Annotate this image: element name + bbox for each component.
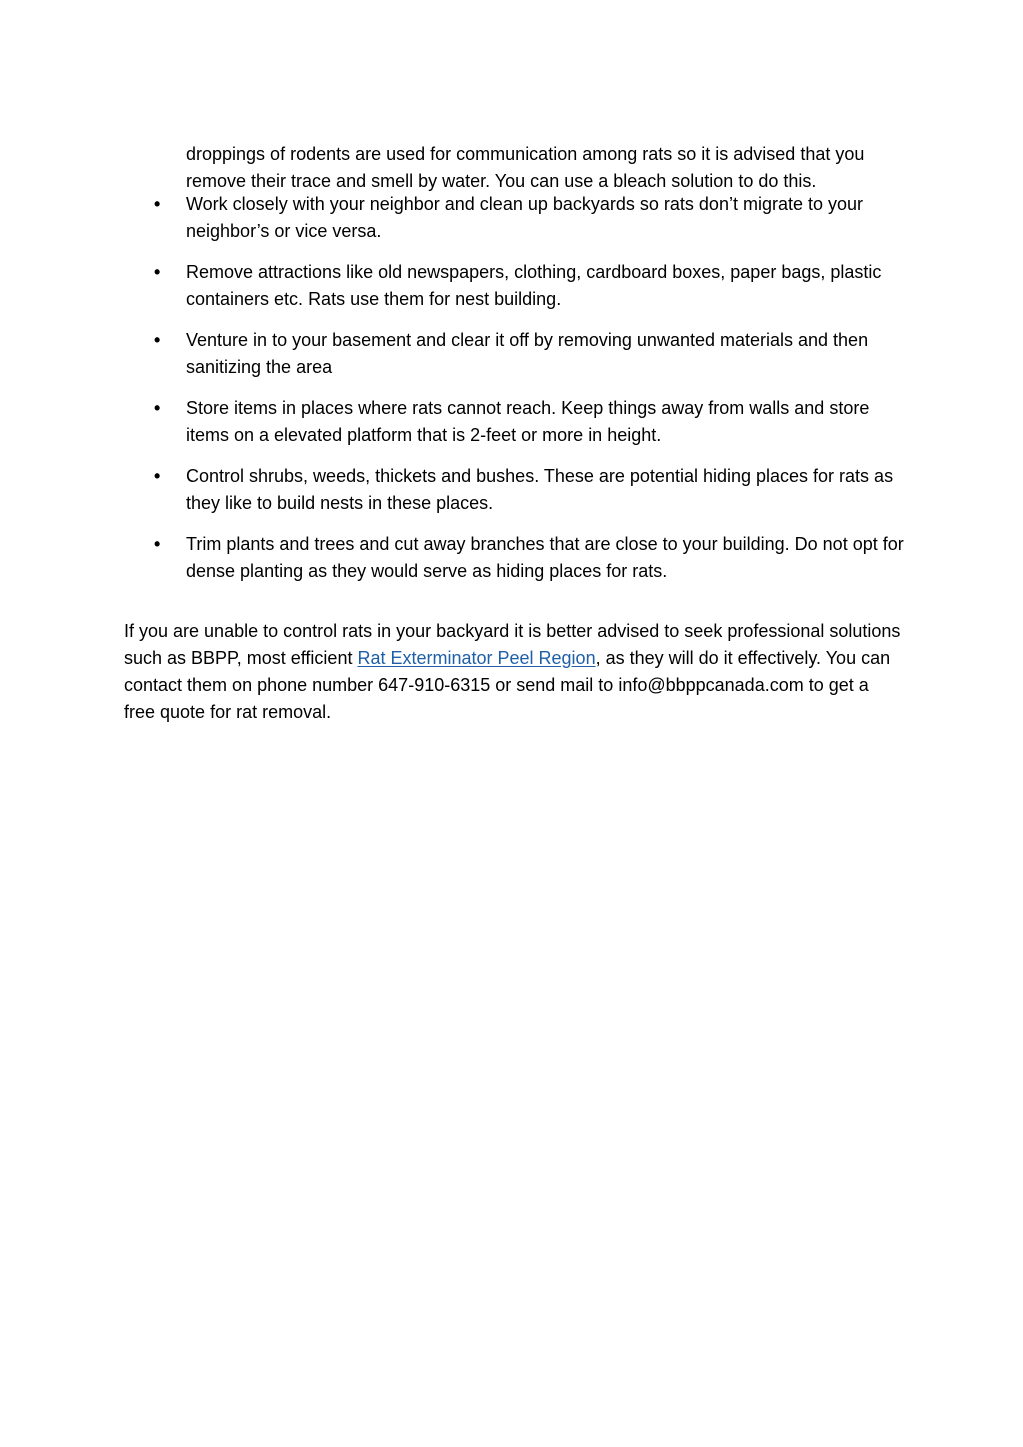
list-item-text: Store items in places where rats cannot reach. Keep things away from walls and store items on a elevated platform that is 2-feet or more in height. <box>186 398 870 445</box>
list-item <box>154 395 918 449</box>
bullet-icon: • <box>154 194 161 214</box>
list-item <box>154 259 918 313</box>
closing-text-after-link: , as they will do it effectively. You can contact them on phone number 647-910-6315 or send mail to info@bbppcanada.com to get a free quote for rat removal. <box>124 648 891 722</box>
list-item <box>154 191 918 245</box>
continued-bullet-text: droppings of rodents are used for communication among rats so it is advised that you remove their trace and smell by water. You can use a bleach solution to do this. <box>186 144 865 191</box>
rat-control-tips-list <box>154 191 918 599</box>
bullet-icon: • <box>154 262 161 282</box>
bullet-icon: • <box>154 330 161 350</box>
list-item-text: Work closely with your neighbor and clean up backyards so rats don’t migrate to your neighbor’s or vice versa. <box>186 194 864 241</box>
bullet-icon: • <box>154 398 161 418</box>
list-item-text: Trim plants and trees and cut away branches that are close to your building. Do not opt for dense planting as they would serve as hiding places for rats. <box>186 534 904 581</box>
list-item <box>154 463 918 517</box>
bullet-icon: • <box>154 466 161 486</box>
bullet-icon: • <box>154 534 161 554</box>
list-item-text: Remove attractions like old newspapers, clothing, cardboard boxes, paper bags, plastic containers etc. Rats use them for nest building. <box>186 262 882 309</box>
list-item-text: Venture in to your basement and clear it off by removing unwanted materials and then sanitizing the area <box>186 330 869 377</box>
closing-paragraph <box>124 618 904 726</box>
rat-exterminator-peel-region-link[interactable]: Rat Exterminator Peel Region <box>357 648 596 668</box>
list-item <box>154 327 918 381</box>
closing-text-before-link: If you are unable to control rats in your backyard it is better advised to seek professional solutions such as BBPP, most efficient <box>124 621 901 668</box>
list-item <box>154 531 918 585</box>
list-item-text: Control shrubs, weeds, thickets and bushes. These are potential hiding places for rats as they like to build nests in these places. <box>186 466 894 513</box>
